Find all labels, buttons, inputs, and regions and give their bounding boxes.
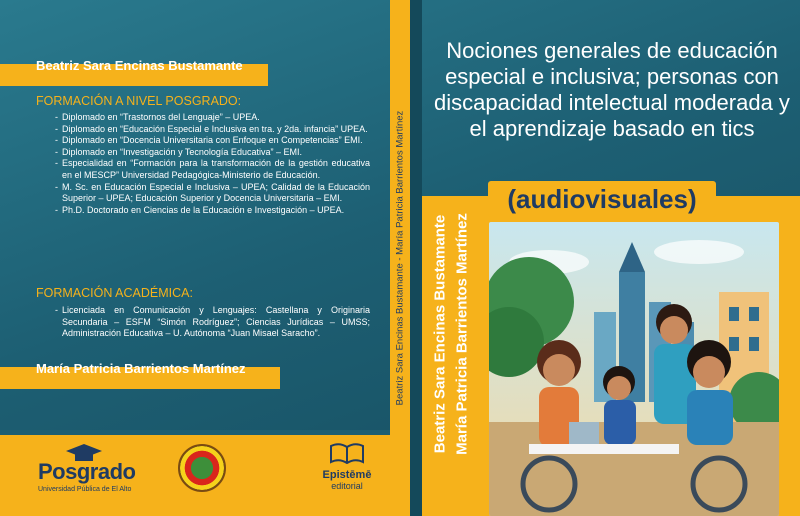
back-cover xyxy=(0,0,390,516)
university-seal xyxy=(178,444,226,492)
book-icon xyxy=(318,442,376,469)
episteme-logo-text: Epistēmē xyxy=(322,469,372,481)
book-title: Nociones generales de educación especial e inclusiva; personas con discapacidad intelectual moderada y el aprendizaje basado en tics xyxy=(434,38,790,141)
list-item: - Diplomado en “Trastornos del Lenguaje” – UPEA. xyxy=(58,112,370,124)
author1-name: Beatriz Sara Encinas Bustamante xyxy=(36,58,243,73)
cover-illustration xyxy=(489,222,779,516)
author1-bar xyxy=(0,58,268,86)
posgrado-logo-subtext: Universidad Pública de El Alto xyxy=(38,486,132,493)
author2-bar xyxy=(0,361,280,389)
subtitle-highlight-box xyxy=(488,181,716,217)
episteme-logo xyxy=(318,442,376,498)
spine-fold xyxy=(410,0,422,516)
subtitle-highlight: (audiovisuales) xyxy=(507,184,697,214)
author2-name: María Patricia Barrientos Martínez xyxy=(36,361,246,376)
front-author1: Beatriz Sara Encinas Bustamante xyxy=(431,214,449,454)
posgrado-logo xyxy=(38,444,148,504)
list-item: - Diplomado en “Educación Especial e Inclusiva en tra. y 2da. infancia” UPEA. xyxy=(58,124,370,136)
posgrado-list xyxy=(58,112,370,216)
episteme-logo-subtext: editorial xyxy=(331,481,363,491)
list-item: - Especialidad en “Formación para la transformación de la gestión educativa en el MESCP” Universidad Pedagógica-Ministerio de Educación. xyxy=(58,158,370,181)
list-item: - Licenciada en Comunicación y Lenguajes: Castellana y Originaria Secundaria – ESFM “Simón Rodríguez”; Ciencias Jurídicas – UMSS; Administración Educativa – U. Autónoma “Juan Misael Saracho”. xyxy=(58,305,370,340)
list-item: - Diplomado en “Docencia Universitaria con Enfoque en Competencias” EMI. xyxy=(58,135,370,147)
academica-heading: FORMACIÓN ACADÉMICA: xyxy=(36,286,193,300)
academica-list xyxy=(58,305,370,340)
list-item: - Ph.D. Doctorado en Ciencias de la Educación e Investigación – UPEA. xyxy=(58,205,370,217)
list-item: - M. Sc. en Educación Especial e Inclusiva – UPEA; Calidad de la Educación Superior – UPEA; Educación Superior y Docencia Universitaria – EMI. xyxy=(58,182,370,205)
spine-authors: Beatriz Sara Encinas Bustamante - María Patricia Barrientos Martínez xyxy=(394,110,406,406)
front-author2: María Patricia Barrientos Martínez xyxy=(453,213,471,455)
list-item: - Diplomado en “Investigación y Tecnología Educativa” – EMI. xyxy=(58,147,370,159)
posgrado-heading: FORMACIÓN A NIVEL POSGRADO: xyxy=(36,94,242,108)
posgrado-logo-text: Posgrado xyxy=(38,459,136,484)
